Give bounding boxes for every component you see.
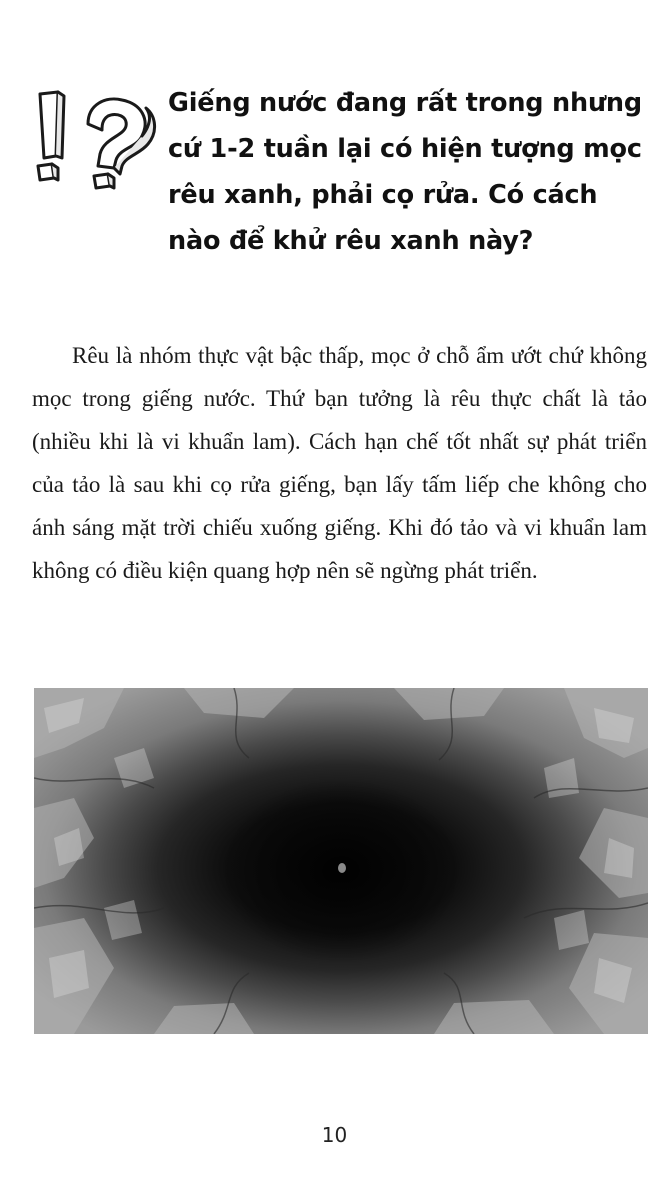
well-interior-photo xyxy=(34,688,648,1034)
page-number: 10 xyxy=(321,1123,348,1147)
answer-paragraph: Rêu là nhóm thực vật bậc thấp, mọc ở chỗ ẩm ướt chứ không mọc trong giếng nước. Thứ bạn tưởng là rêu thực chất là tảo (nhiều khi là vi khuẩn lam). Cách hạn chế tốt nhất sự phát triển của tảo là sau khi cọ rửa giếng, bạn lấy tấm liếp che không cho ánh sáng mặt trời chiếu xuống giếng. Khi đó tảo và vi khuẩn lam không có điều kiện quang hợp nên sẽ ngừng phát triển. xyxy=(32,343,647,583)
question-block xyxy=(28,80,653,280)
exclamation-question-icon xyxy=(28,86,163,206)
well-photo-graphic xyxy=(34,688,648,1034)
question-text: Giếng nước đang rất trong nhưng cứ 1-2 tuần lại có hiện tượng mọc rêu xanh, phải cọ rửa. Có cách nào để khử rêu xanh này? xyxy=(168,88,642,256)
